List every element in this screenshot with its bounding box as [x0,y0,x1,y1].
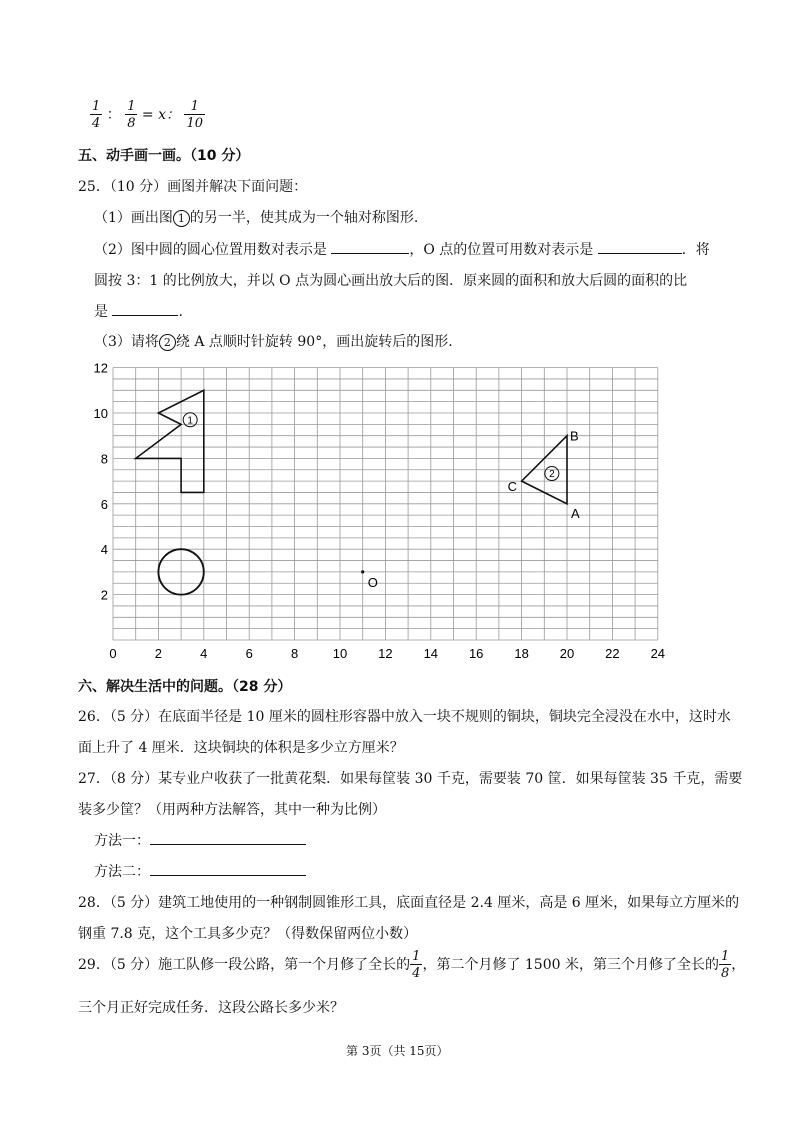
q25-header: 25．（10 分）画图并解决下面问题： [78,179,308,195]
method1-answer-blank[interactable] [150,830,306,845]
x-tick-label: 24 [650,646,666,661]
point-o-dot [361,570,364,573]
q29-mid: ，第二个月修了 1500 米，第三个月修了全长的 [422,957,719,973]
q25-part2-c: ．将 [681,242,710,258]
y-tick-label: 8 [100,451,108,467]
method2-answer-blank[interactable] [150,861,306,876]
shape2-label: 2 [549,469,555,481]
fraction-one-tenth: $\frac{1}{10}$ [186,99,203,131]
q27-line1: 27．（8 分）某专业户收获了一批黄花梨．如果每筐装 30 千克，需要装 70 筐．如果每筐装 35 千克，需要 [78,771,743,787]
x-tick-label: 4 [200,646,208,661]
q25-part3-post: 绕 A 点顺时针旋转 90°，画出旋转后的图形. [175,334,453,350]
point-b-label: B [570,428,579,444]
q25-part2-line3-pre: 是 [94,304,108,320]
x-tick-label: 20 [559,646,575,661]
method2-label: 方法二： [94,864,150,880]
q26-line2: 面上升了 4 厘米．这块铜块的体积是多少立方厘米？ [78,740,404,756]
q28-line2: 钢重 7.8 克，这个工具多少克？（得数保留两位小数） [78,926,418,942]
fraction-one-quarter-q29: $\frac{1}{4}$ [412,949,421,981]
q25-part3-pre: （3）请将 [94,334,159,350]
q25-part2-a: （2）图中圆的圆心位置用数对表示是 [94,242,327,258]
shape2-label-group [545,467,559,481]
q29-pre: 29．（5 分）施工队修一段公路，第一个月修了全长的 [78,957,411,973]
shape1-half-figure [136,390,204,492]
point-c-label: C [507,479,517,495]
y-tick-label: 10 [93,406,108,421]
x-tick-label: 0 [109,646,117,661]
ratio-colon: ： [106,107,121,123]
q29-line2: 三个月正好完成任务．这段公路长多少米？ [78,1000,344,1016]
y-tick-label: 2 [100,587,108,603]
shape1-label: 1 [187,415,193,427]
q27-line2: 装多少筐？（用两种方法解答，其中一种为比例） [78,802,386,818]
shape2-marker: 2 [159,334,176,351]
x-tick-label: 8 [290,646,299,661]
grid-lines [113,368,658,640]
method1-label: 方法一： [94,833,150,849]
q29-line1 [78,950,745,980]
q25-part2-b: ，O 点的位置可用数对表示是 [409,242,594,258]
q29-post: ， [731,957,746,973]
q25-part1-pre: （1）画出图 [94,210,173,226]
x-tick-label: 22 [605,646,620,661]
point-a-label: A [571,505,580,521]
point-o-label: O [367,574,378,590]
x-tick-label: 16 [468,646,484,661]
q28-line1: 28．（5 分）建筑工地使用的一种钢制圆锥形工具，底面直径是 2.4 厘米，高是 6 厘米，如果每立方厘米的 [78,895,740,911]
q25-part2-line2: 圆按 3：1 的比例放大，并以 O 点为圆心画出放大后的图．原来圆的面积和放大后圆的面积的比 [94,273,688,289]
equals-x: = x： [141,107,180,123]
fraction-one-eighth: $\frac{1}{8}$ [127,99,136,131]
x-tick-label: 2 [154,646,163,661]
y-tick-label: 12 [93,360,108,376]
shape1-label-group [183,413,197,427]
x-tick-label: 10 [332,646,348,661]
q27-method2 [94,861,306,881]
section-5-title: 五、动手画一画。（10 分） [78,148,250,164]
q25-part1-post: 的另一半，使其成为一个轴对称图形. [189,210,419,226]
y-tick-label: 6 [100,496,108,512]
section-6-title: 六、解决生活中的问题。（28 分） [78,679,292,695]
q26-line1: 26．（5 分）在底面半径是 10 厘米的圆柱形容器中放入一块不规则的铜块，铜块完全浸没在水中，这时水 [78,709,731,725]
fraction-one-eighth-q29: $\frac{1}{8}$ [720,949,730,981]
x-tick-label: 18 [514,646,529,661]
q27-method1 [94,830,306,850]
x-tick-label: 12 [378,646,393,661]
x-tick-label: 6 [245,646,253,661]
x-tick-label: 14 [423,646,439,661]
y-tick-label: 4 [100,542,108,558]
fraction-one-quarter: $\frac{1}{4}$ [92,99,101,131]
q25-part2-line3-post: . [178,304,183,320]
shape1-marker: 1 [173,210,190,227]
page-footer: 第 3页（共 15页） [346,1044,449,1058]
